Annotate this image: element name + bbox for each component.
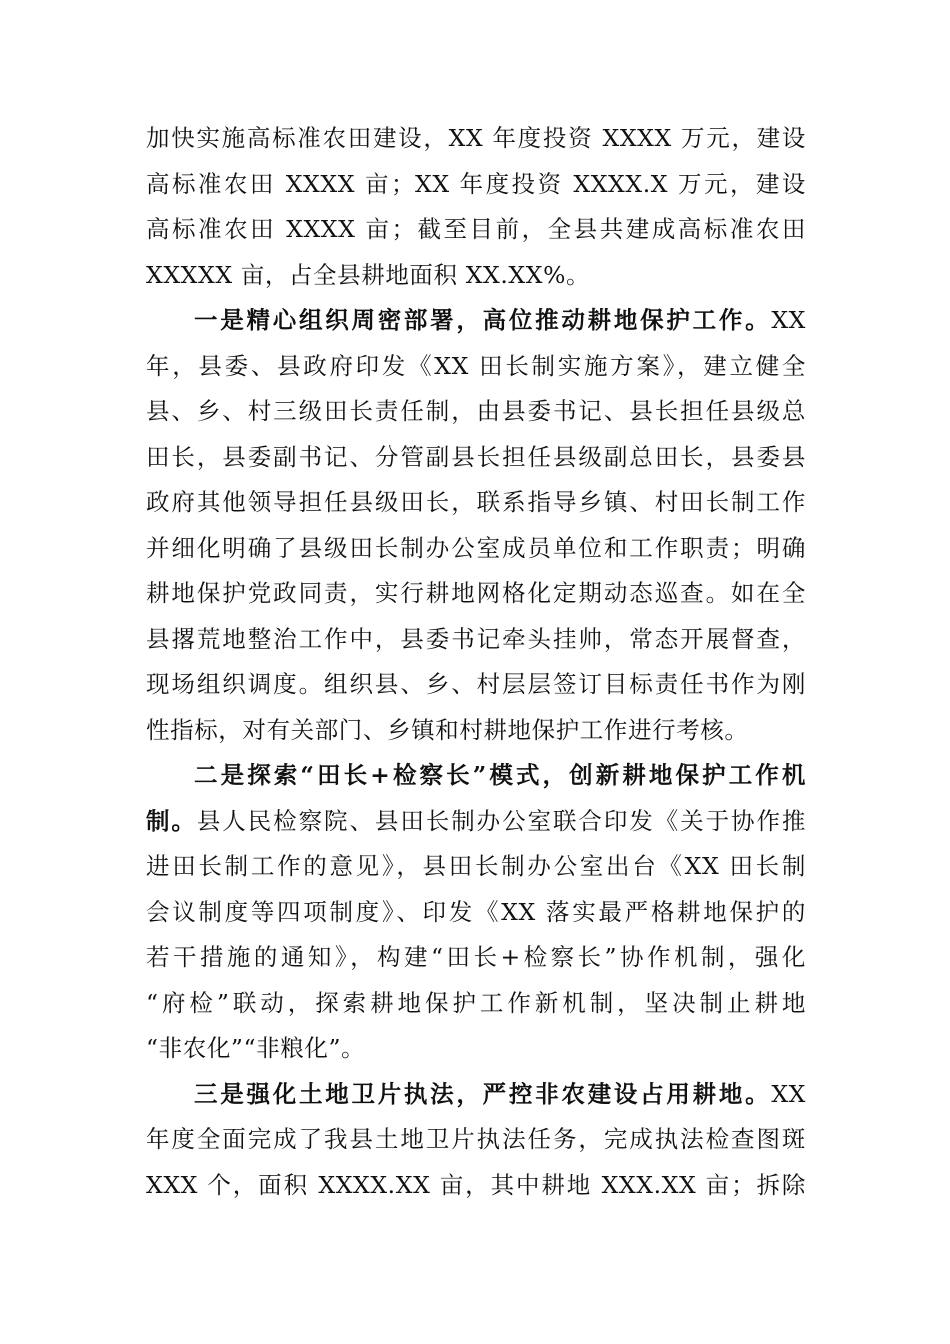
text-line: 并细化明确了县级田长制办公室成员单位和工作职责；明确 [146,533,806,562]
paragraph-lead: 三是强化土地卫片执法，严控非农建设占用耕地。 [194,1079,772,1108]
text-run: XX [771,1079,806,1108]
text-line [146,298,806,344]
paragraph-intro [146,116,806,298]
text-run: XX [771,306,806,334]
text-line: 性指标，对有关部门、乡镇和村耕地保护工作进行考核。 [146,715,749,744]
paragraph-two [146,753,806,1072]
text-line: 高标准农田 XXXX 亩；截至目前，全县共建成高标准农田 [146,215,806,243]
text-line: XXX 个，面积 XXXX.XX 亩，其中耕地 XXX.XX 亩；拆除 [146,1170,806,1199]
text-line: 加快实施高标准农田建设，XX 年度投资 XXXX 万元，建设 [146,124,806,152]
text-line: 田长，县委副书记、分管副县长担任县级副总田长，县委县 [146,442,806,471]
text-line: “府检”联动，探索耕地保护工作新机制，坚决制止耕地 [146,988,806,1017]
text-line: 年，县委、县政府印发《XX 田长制实施方案》，建立健全 [146,351,806,380]
text-line: 会议制度等四项制度》、印发《XX 落实最严格耕地保护的 [146,897,806,926]
text-line [146,753,806,799]
text-line: 政府其他领导担任县级田长，联系指导乡镇、村田长制工作 [146,488,806,516]
paragraph-lead: 二是探索“田长+检察长”模式，创新耕地保护工作机 [194,761,806,789]
text-line: 若干措施的通知》，构建“田长+检察长”协作机制，强化 [146,943,806,971]
text-run: 县人民检察院、县田长制办公室联合印发《关于协作推 [196,806,806,835]
text-line: 耕地保护党政同责，实行耕地网格化定期动态巡查。如在全 [146,579,806,607]
document-body [146,116,806,1208]
text-line: 现场组织调度。组织县、乡、村层层签订目标责任书作为刚 [146,670,806,698]
text-line [146,799,806,845]
text-line: 县撂荒地整治工作中，县委书记牵头挂帅，常态开展督查， [146,624,806,653]
text-line [146,1072,806,1118]
text-line: 年度全面完成了我县土地卫片执法任务，完成执法检查图斑 [146,1125,806,1153]
text-line: 高标准农田 XXXX 亩；XX 年度投资 XXXX.X 万元，建设 [146,169,806,198]
text-line: 进田长制工作的意见》，县田长制办公室出台《XX 田长制 [146,852,806,880]
paragraph-one [146,298,806,753]
text-line: “非农化”“非粮化”。 [146,1034,366,1062]
paragraph-lead-end: 制。 [146,806,197,835]
paragraph-lead: 一是精心组织周密部署，高位推动耕地保护工作。 [194,306,772,334]
text-line: XXXXX 亩，占全县耕地面积 XX.XX%。 [146,260,591,289]
paragraph-three [146,1072,806,1209]
text-line: 县、乡、村三级田长责任制，由县委书记、县长担任县级总 [146,397,806,425]
